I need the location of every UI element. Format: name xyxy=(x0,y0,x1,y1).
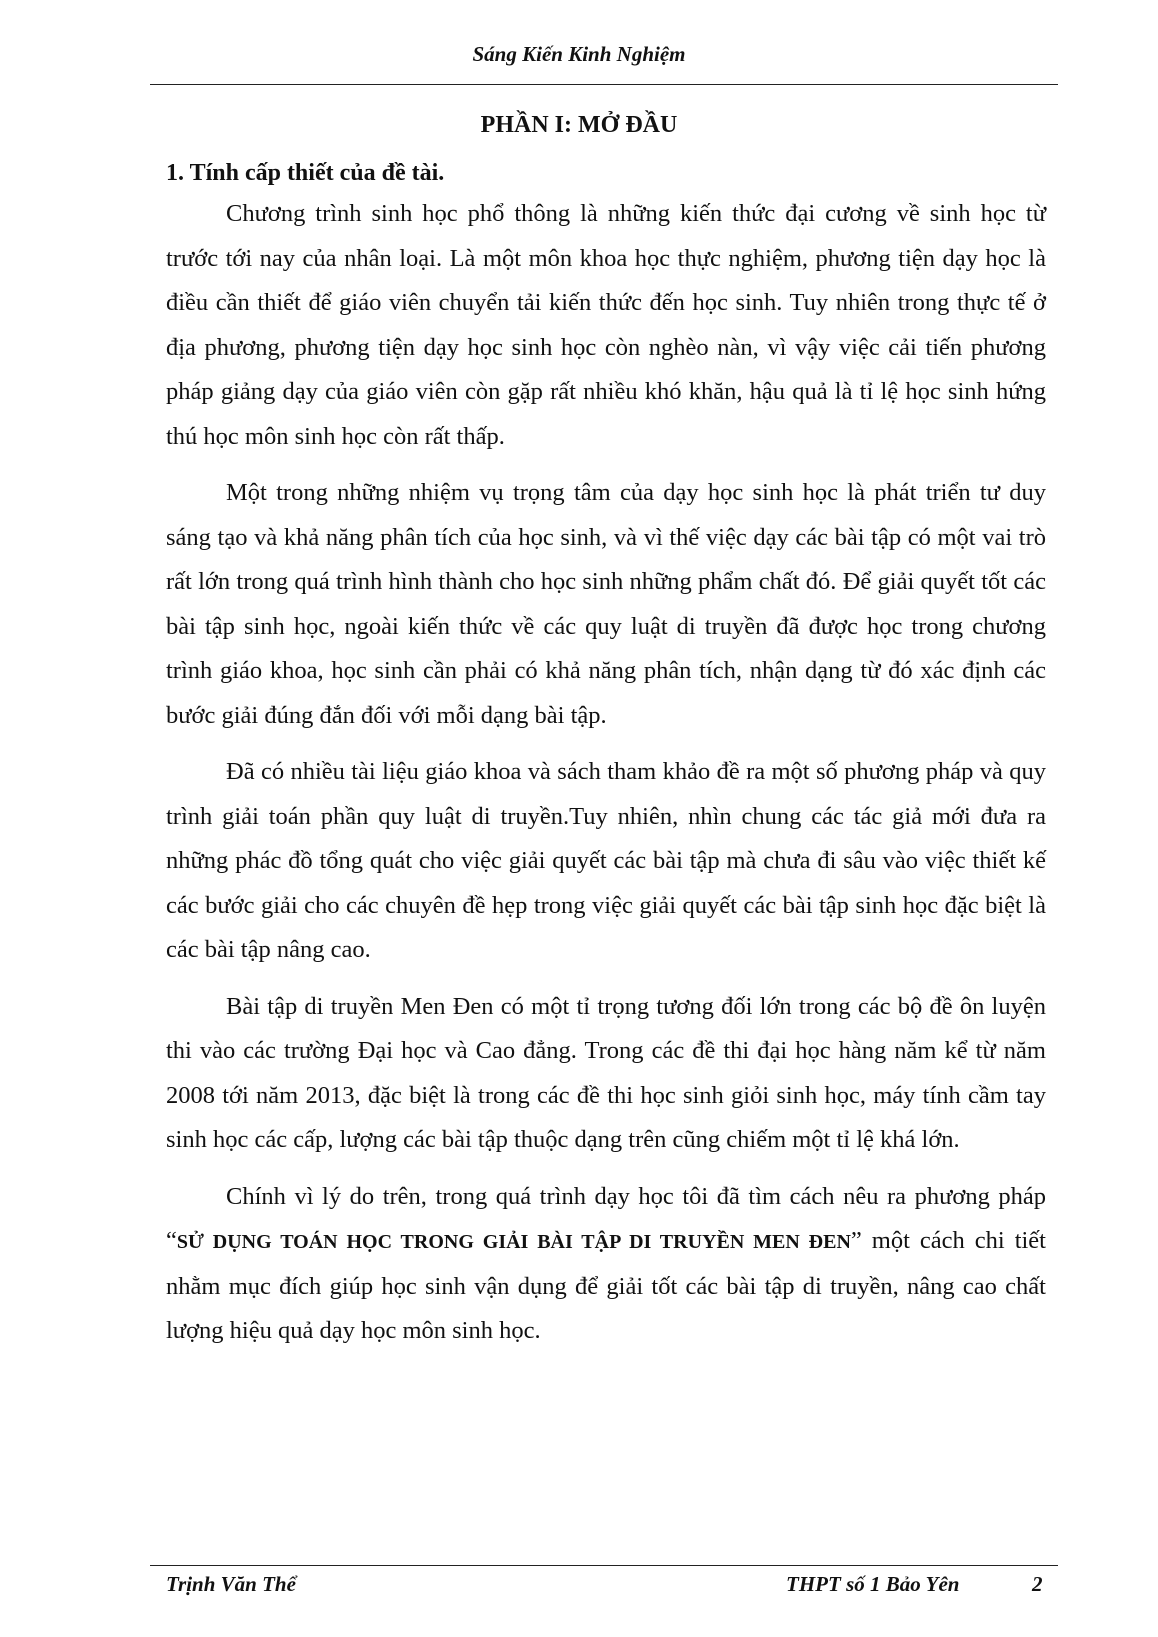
footer-school: THPT số 1 Bảo Yên xyxy=(786,1572,960,1596)
paragraph-2: Một trong những nhiệm vụ trọng tâm của dạy học sinh học là phát triển tư duy sáng tạo và khả năng phân tích của học sinh, và vì thế việc dạy các bài tập có một vai trò rất lớn trong quá trình hình thành cho học sinh những phẩm chất đó. Để giải quyết tốt các bài tập sinh học, ngoài kiến thức về các quy luật di truyền đã được học trong chương trình giáo khoa, học sinh cần phải có khả năng phân tích, nhận dạng từ đó xác định các bước giải đúng đắn đối với mỗi dạng bài tập. xyxy=(166,479,1046,729)
paragraph-5-tail: ” một cách chi tiết nhằm mục đích giúp học sinh vận dụng để giải tốt các bài tập di truyền, nâng cao chất lượng hiệu quả dạy học môn sinh học. xyxy=(166,1227,1046,1344)
paragraph-1: Chương trình sinh học phổ thông là những kiến thức đại cương về sinh học từ trước tới nay của nhân loại. Là một môn khoa học thực nghiệm, phương tiện dạy học là điều cần thiết để giáo viên chuyển tải kiến thức đến học sinh. Tuy nhiên trong thực tế ở địa phương, phương tiện dạy học sinh học còn nghèo nàn, vì vậy việc cải tiến phương pháp giảng dạy của giáo viên còn gặp rất nhiều khó khăn, hậu quả là tỉ lệ học sinh hứng thú học môn sinh học còn rất thấp. xyxy=(166,200,1046,450)
paragraph-4: Bài tập di truyền Men Đen có một tỉ trọng tương đối lớn trong các bộ đề ôn luyện thi vào các trường Đại học và Cao đẳng. Trong các đề thi đại học hàng năm kể từ năm 2008 tới năm 2013, đặc biệt là trong các đề thi học sinh giỏi sinh học, máy tính cầm tay sinh học các cấp, lượng các bài tập thuộc dạng trên cũng chiếm một tỉ lệ khá lớn. xyxy=(166,992,1046,1153)
footer-divider xyxy=(150,1565,1058,1566)
footer-author: Trịnh Văn Thể xyxy=(166,1572,296,1596)
body-text xyxy=(166,192,1046,1354)
page-number: 2 xyxy=(1032,1572,1043,1596)
header-title: Sáng Kiến Kinh Nghiệm xyxy=(472,42,686,66)
subheading: 1. Tính cấp thiết của đề tài. xyxy=(166,160,445,186)
paragraph-5 xyxy=(166,1175,1046,1354)
paragraph-5-lead: Chính vì lý do trên, trong quá trình dạy học tôi đã tìm cách nêu ra phương pháp “ xyxy=(166,1182,1046,1254)
header-divider xyxy=(150,84,1058,85)
topic-title: SỬ DỤNG TOÁN HỌC TRONG GIẢI BÀI TẬP DI TRUYỀN MEN ĐEN xyxy=(176,1231,851,1253)
paragraph-3: Đã có nhiều tài liệu giáo khoa và sách tham khảo đề ra một số phương pháp và quy trình giải toán phần quy luật di truyền.Tuy nhiên, nhìn chung các tác giả mới đưa ra những phác đồ tổng quát cho việc giải quyết các bài tập mà chưa đi sâu vào việc thiết kế các bước giải cho các chuyên đề hẹp trong việc giải quyết các bài tập sinh học đặc biệt là các bài tập nâng cao. xyxy=(166,758,1046,963)
section-title: PHẦN I: MỞ ĐẦU xyxy=(480,112,678,138)
